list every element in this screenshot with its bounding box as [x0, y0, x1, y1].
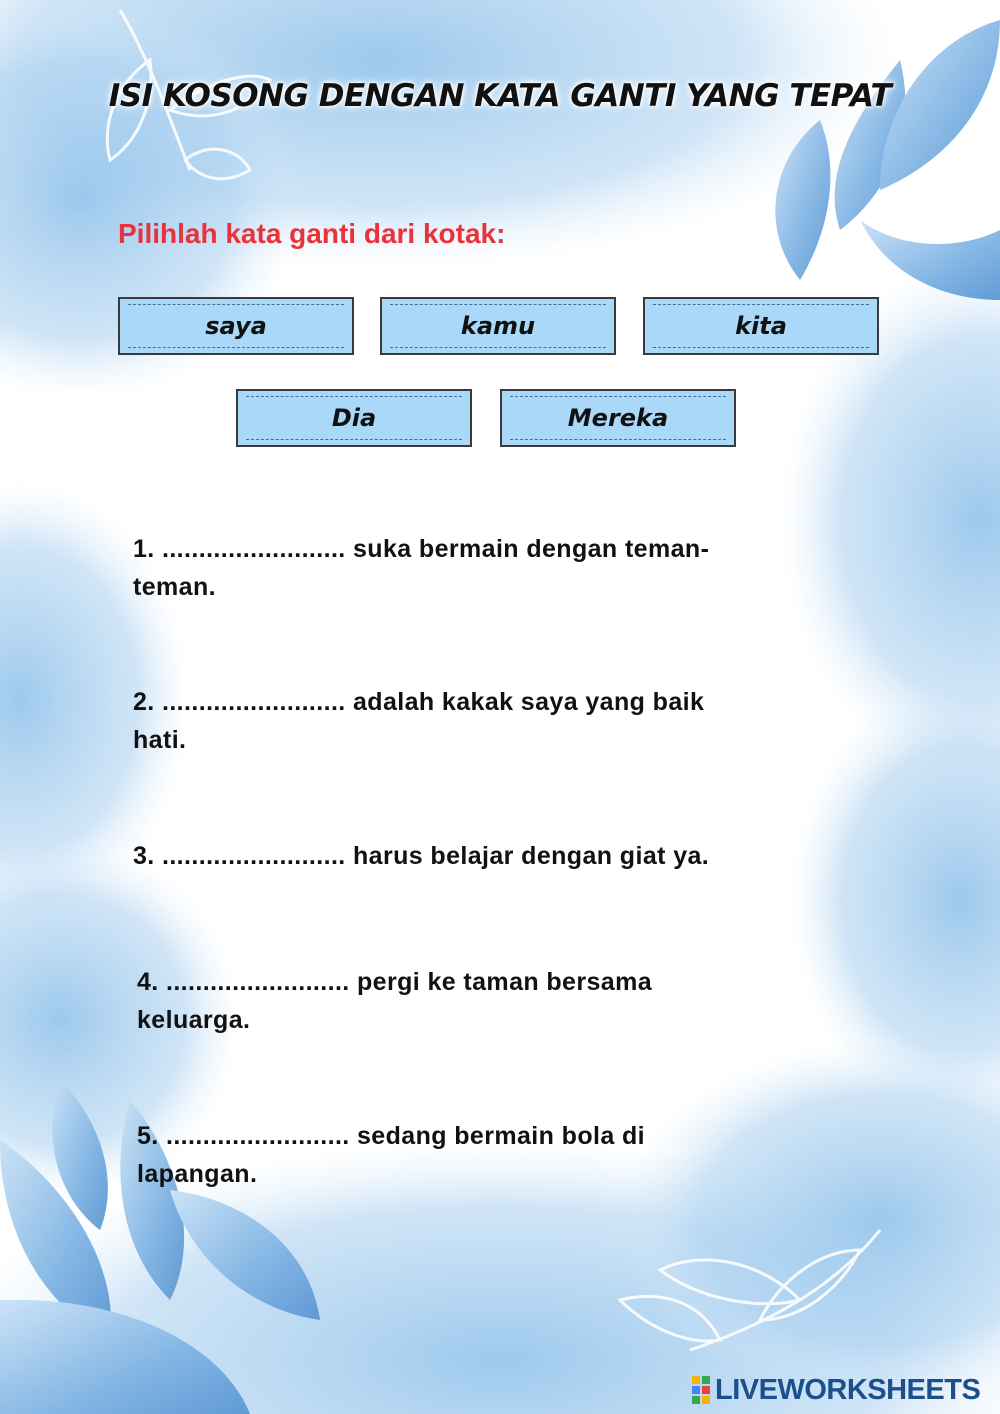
- question-line: 1. ......................... suka bermain dengan teman-: [133, 535, 710, 563]
- word-label: saya: [205, 312, 267, 340]
- question-line: hati.: [133, 726, 187, 754]
- worksheet-title: ISI KOSONG DENGAN KATA GANTI YANG TEPAT: [108, 78, 892, 114]
- question-line: 2. ......................... adalah kakak saya yang baik: [133, 688, 705, 716]
- question-line: keluarga.: [137, 1006, 251, 1034]
- word-label: kita: [735, 312, 787, 340]
- word-box-saya[interactable]: [118, 297, 354, 355]
- logo-grid-icon: [692, 1376, 710, 1404]
- question-1: [133, 530, 853, 606]
- logo-text: LIVEWORKSHEETS: [715, 1373, 981, 1406]
- instruction-text: Pilihlah kata ganti dari kotak:: [118, 218, 506, 249]
- word-label: kamu: [460, 312, 536, 340]
- liveworksheets-logo[interactable]: [692, 1372, 980, 1408]
- question-line: 4. ......................... pergi ke taman bersama: [137, 968, 653, 996]
- word-box-dia[interactable]: [236, 389, 472, 447]
- question-line: lapangan.: [137, 1160, 258, 1188]
- question-2: [133, 683, 853, 759]
- question-line: 5. ......................... sedang bermain bola di: [137, 1122, 646, 1150]
- word-label: Dia: [331, 404, 377, 432]
- word-box-mereka[interactable]: [500, 389, 736, 447]
- word-label: Mereka: [567, 404, 669, 432]
- word-box-kita[interactable]: [643, 297, 879, 355]
- question-4: [137, 963, 857, 1039]
- question-3: [133, 837, 853, 875]
- question-line: teman.: [133, 573, 216, 601]
- question-line: 3. ......................... harus belajar dengan giat ya.: [133, 842, 710, 870]
- question-5: [137, 1117, 857, 1193]
- word-box-kamu[interactable]: [380, 297, 616, 355]
